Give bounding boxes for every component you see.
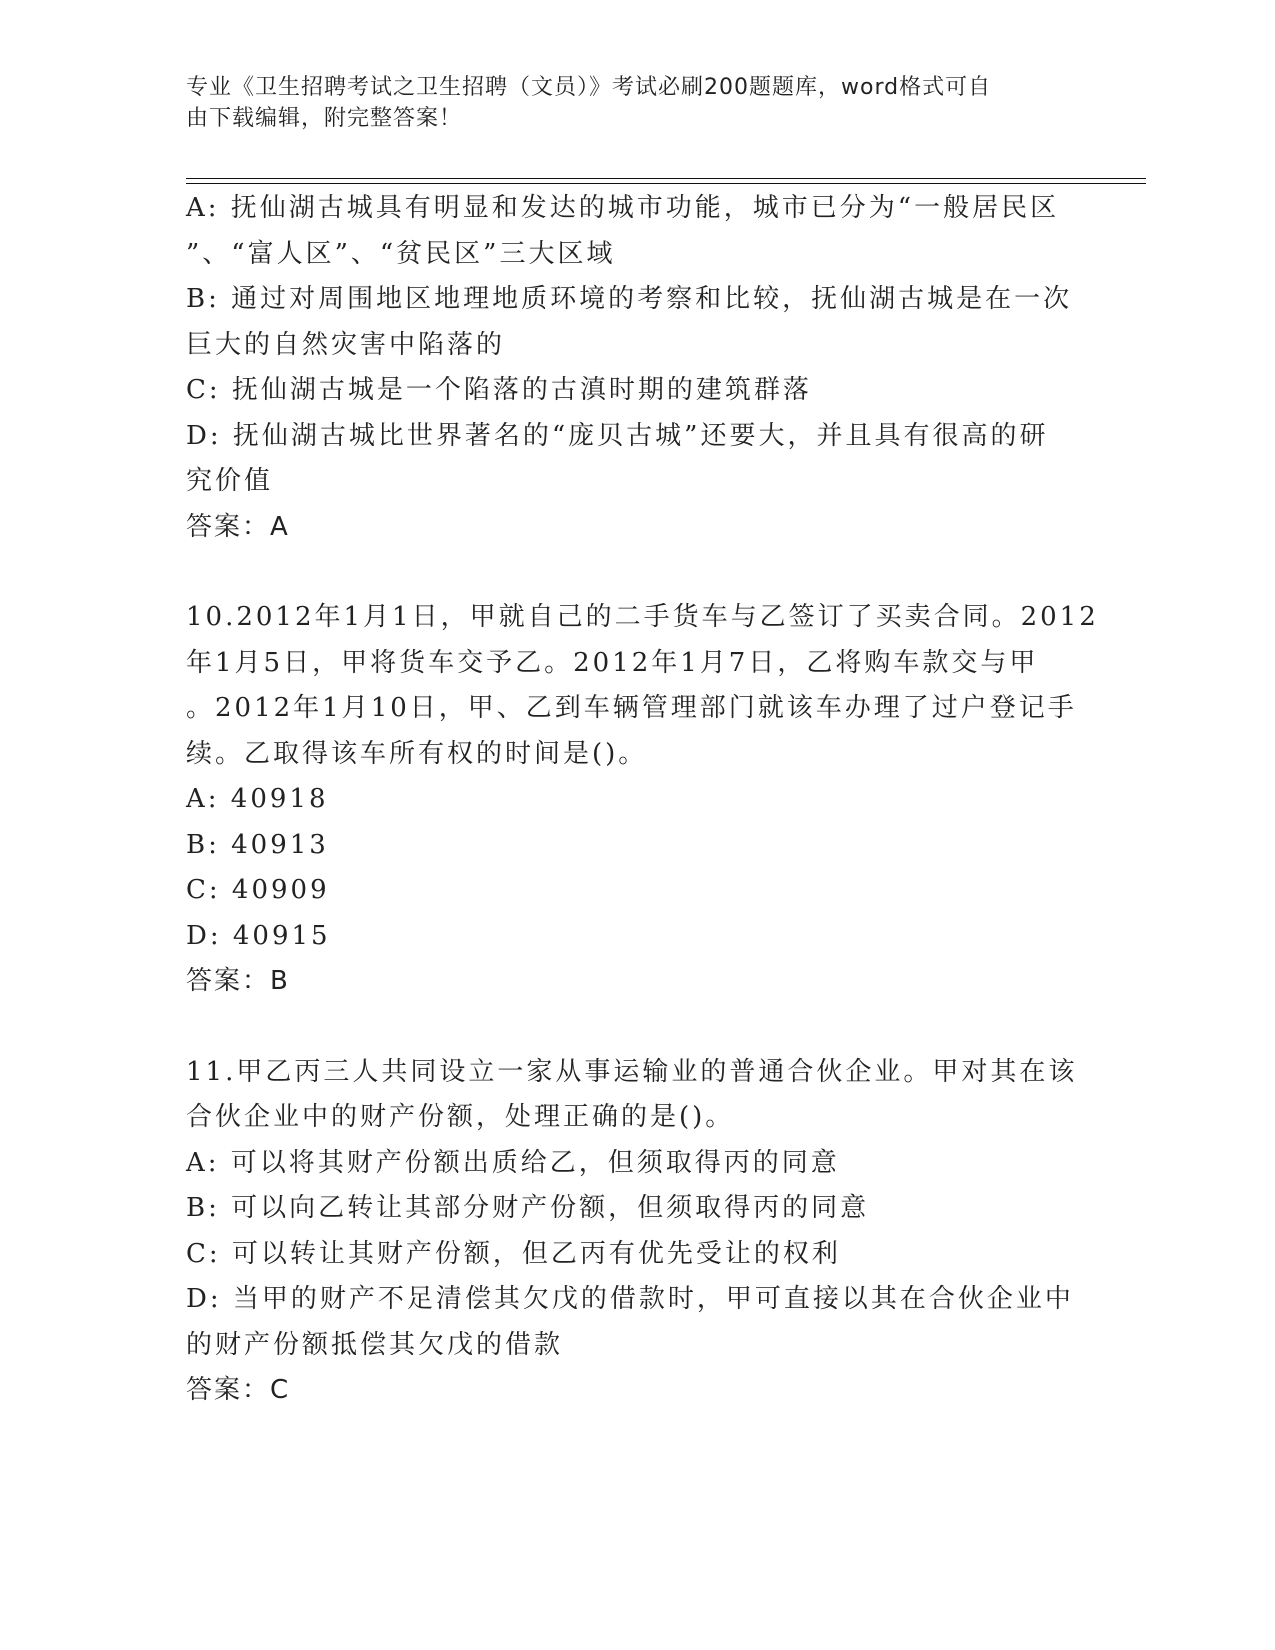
header-divider-top: [186, 178, 1146, 179]
q11-option-c: C: 可以转让其财产份额，但乙丙有优先受让的权利: [186, 1238, 841, 1269]
q9-option-d-line-1: D: 抚仙湖古城比世界著名的“庞贝古城”还要大，并且具有很高的研: [186, 420, 1049, 451]
q11-option-b: B: 可以向乙转让其部分财产份额，但须取得丙的同意: [186, 1193, 870, 1223]
q11-option-a: A: 可以将其财产份额出质给乙，但须取得丙的同意: [186, 1147, 840, 1178]
q10-option-d: D: 40915: [186, 920, 331, 951]
spacer: [186, 1005, 1076, 1050]
document-header: [186, 72, 1066, 134]
header-divider-bottom: [186, 183, 1146, 184]
q11-option-d-line-2: 的财产份额抵偿其欠戊的借款: [186, 1329, 564, 1360]
q9-option-b-line-1: B: 通过对周围地区地理地质环境的考察和比较，抚仙湖古城是在一次: [186, 284, 1073, 314]
q9-option-a-line-2: ”、“富人区”、“贫民区”三大区域: [186, 238, 616, 269]
q9-option-b-line-2: 巨大的自然灾害中陷落的: [186, 329, 506, 360]
q11-stem-line-1: 11.甲乙丙三人共同设立一家从事运输业的普通合伙企业。甲对其在该: [186, 1056, 1078, 1087]
q10-option-a: A: 40918: [186, 784, 329, 814]
q9-option-d-line-2: 究价值: [186, 466, 274, 496]
q10-stem-line-2: 年1月5日，甲将货车交予乙。2012年1月7日，乙将购车款交与甲: [186, 647, 1039, 678]
question-9-block: [186, 186, 1076, 550]
q9-answer: 答案：A: [186, 511, 290, 542]
q9-option-c: C: 抚仙湖古城是一个陷落的古滇时期的建筑群落: [186, 375, 812, 405]
question-10-block: [186, 595, 1099, 1005]
q10-stem-line-4: 续。乙取得该车所有权的时间是()。: [186, 738, 648, 769]
q10-answer: 答案：B: [186, 966, 290, 996]
q10-option-c: C: 40909: [186, 875, 330, 905]
document-body: [186, 186, 1099, 1414]
q11-answer: 答案：C: [186, 1375, 291, 1405]
q11-option-d-line-1: D: 当甲的财产不足清偿其欠戊的借款时，甲可直接以其在合伙企业中: [186, 1284, 1074, 1314]
q10-stem-line-3: 。2012年1月10日，甲、乙到车辆管理部门就该车办理了过户登记手: [186, 693, 1077, 723]
spacer: [186, 550, 1076, 595]
q11-stem-line-2: 合伙企业中的财产份额，处理正确的是()。: [186, 1102, 735, 1132]
q9-option-a-line-1: A: 抚仙湖古城具有明显和发达的城市功能，城市已分为“一般居民区: [186, 193, 1060, 223]
q10-stem-line-1: 10.2012年1月1日，甲就自己的二手货车与乙签订了买卖合同。2012: [186, 602, 1099, 632]
header-line-1: 专业《卫生招聘考试之卫生招聘（文员）》考试必刷200题题库，word格式可自: [186, 75, 992, 100]
q10-option-b: B: 40913: [186, 829, 329, 860]
header-line-2: 由下载编辑，附完整答案！: [186, 106, 463, 131]
question-11-block: [186, 1050, 1076, 1414]
